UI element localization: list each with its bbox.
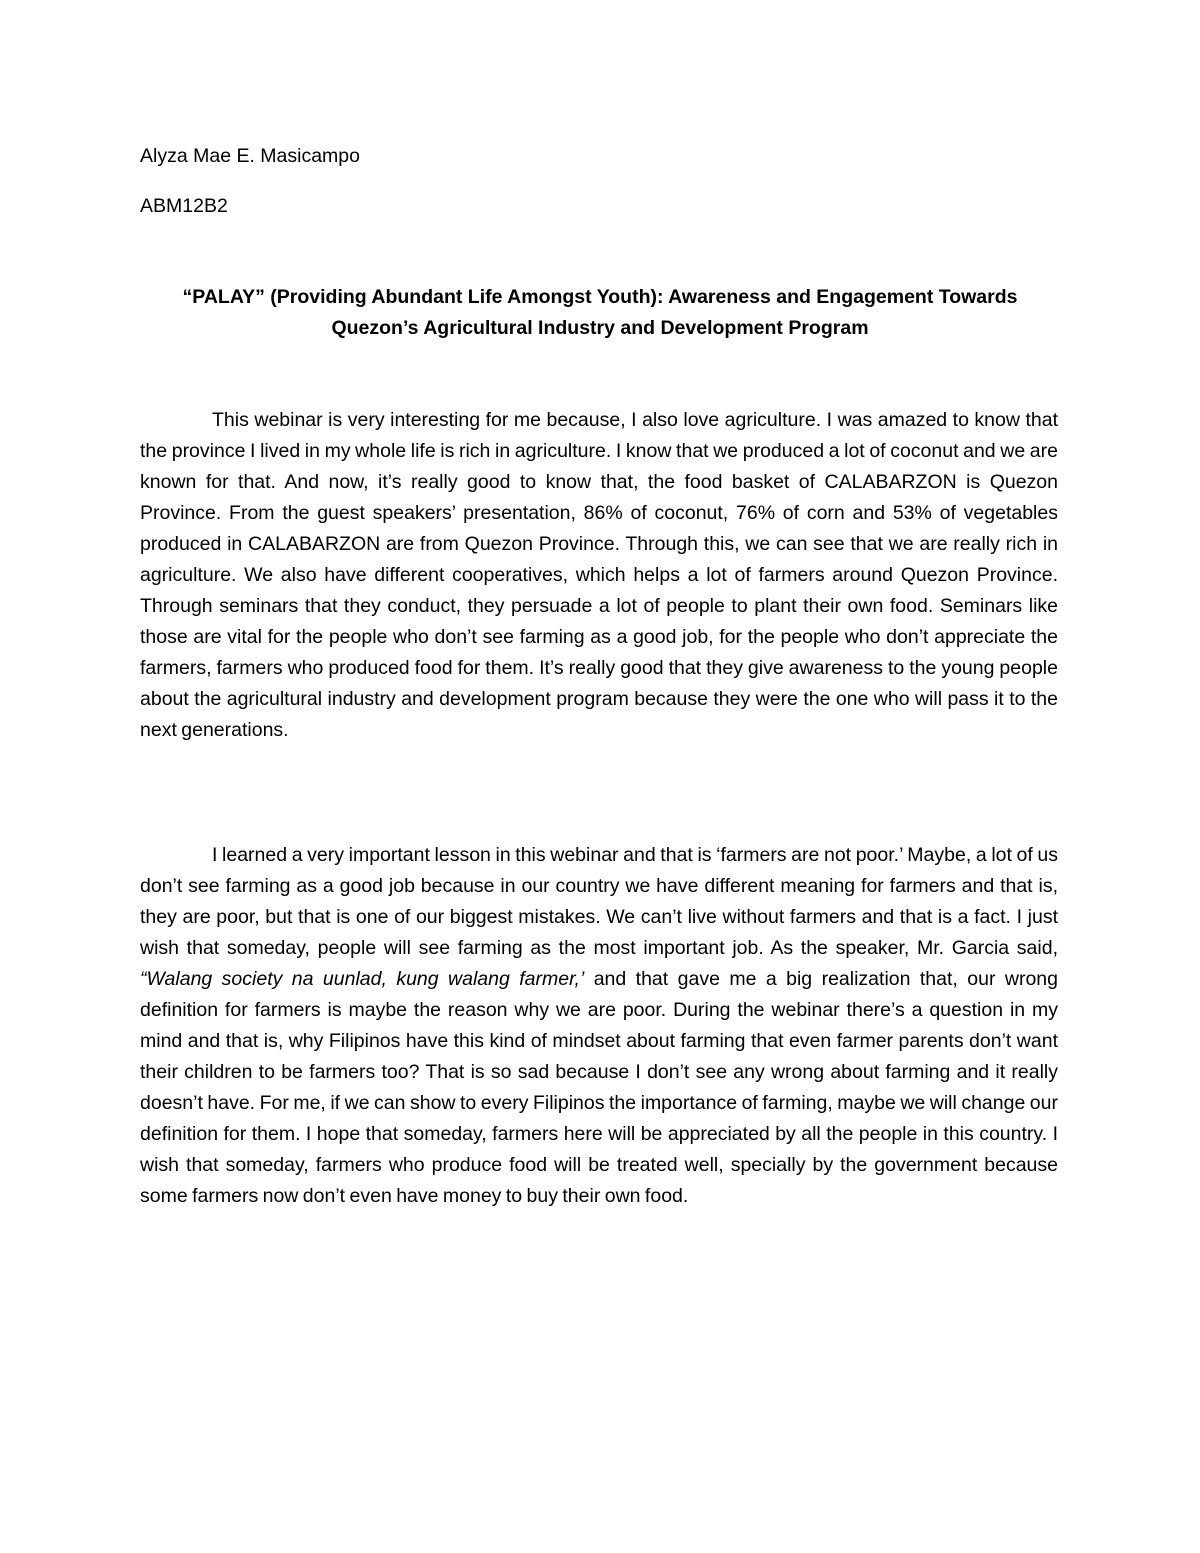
paragraph-2-text-a: I learned a very important lesson in this webinar and that is ‘farmers are not poor.’ Maybe, a lot of us don’t see farming as a good job because in our country we have different meaning for farmers and that is, they are poor, but that is one of our biggest mistakes. We can’t live without farmers and that is a fact. I just wish that someday, people will see farming as the most important job. As the speaker, Mr. Garcia said, bbox=[140, 844, 1058, 959]
class-section: ABM12B2 bbox=[140, 195, 228, 217]
author-name: Alyza Mae E. Masicampo bbox=[140, 145, 360, 167]
title-line-2: Quezon’s Agricultural Industry and Development Program bbox=[331, 317, 869, 339]
paragraph-1: This webinar is very interesting for me because, I also love agriculture. I was amazed to know that the province I lived in my whole life is rich in agriculture. I know that we produced a lot of coconut and we are known for that. And now, it’s really good to know that, the food basket of CALABARZON is Quezon Province. From the guest speakers’ presentation, 86% of coconut, 76% of corn and 53% of vegetables produced in CALABARZON are from Quezon Province. Through this, we can see that we are really rich in agriculture. We also have different cooperatives, which helps a lot of farmers around Quezon Province. Through seminars that they conduct, they persuade a lot of people to plant their own food. Seminars like those are vital for the people who don’t see farming as a good job, for the people who don’t appreciate the farmers, farmers who produced food for them. It’s really good that they give awareness to the young people about the agricultural industry and development program because they were the one who will pass it to the next generations. bbox=[140, 409, 1058, 741]
speaker-quote: “Walang society na uunlad, kung walang farmer,’ bbox=[140, 968, 585, 990]
title-line-1: “PALAY” (Providing Abundant Life Amongst Youth): Awareness and Engagement Towards bbox=[182, 286, 1018, 308]
paragraph-2 bbox=[140, 840, 1058, 1212]
paragraph-2-text-b: and that gave me a big realization that, our wrong definition for farmers is maybe the reason why we are poor. During the webinar there’s a question in my mind and that is, why Filipinos have this kind of mindset about farming that even farmer parents don’t want their children to be farmers too? That is so sad because I don’t see any wrong about farming and it really doesn’t have. For me, if we can show to every Filipinos the importance of farming, maybe we will change our definition for them. I hope that someday, farmers here will be appreciated by all the people in this country. I wish that someday, farmers who produce food will be treated well, specially by the government because some farmers now don’t even have money to buy their own food. bbox=[140, 968, 1058, 1207]
document-title bbox=[140, 282, 1060, 344]
